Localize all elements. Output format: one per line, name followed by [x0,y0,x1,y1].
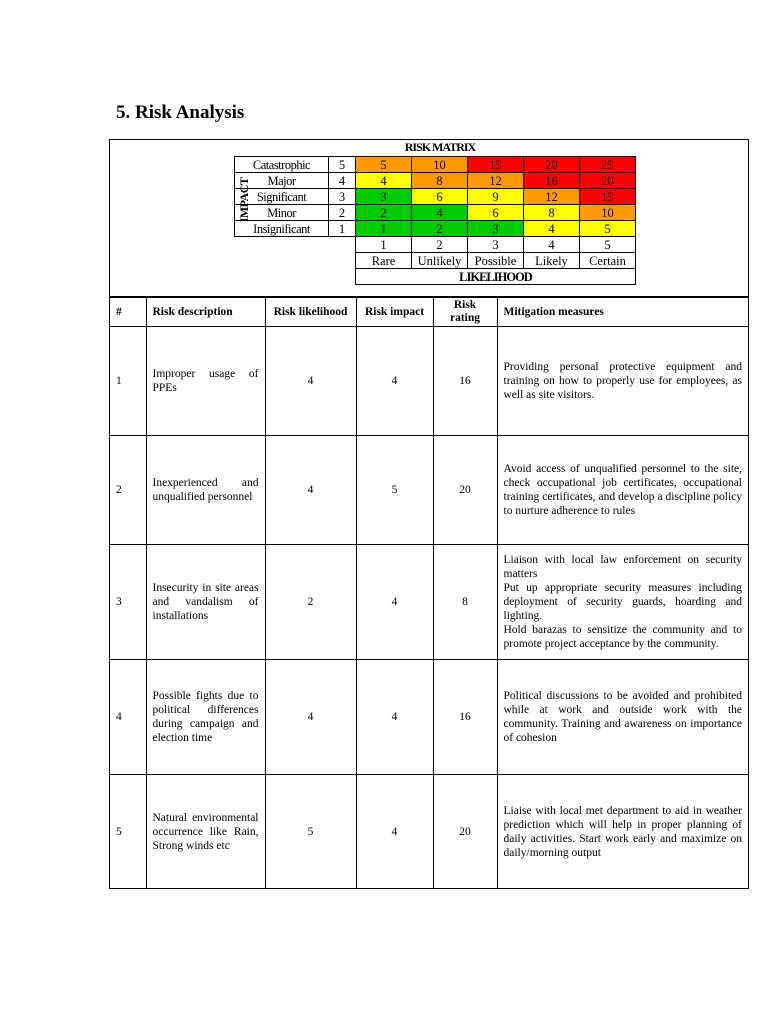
mitigation-text: Liaise with local met department to aid in weather prediction which will help in proper planning of daily activities. Start work early and maximize on daily/morning output [503,804,742,859]
risk-rating: 8 [433,545,497,660]
likelihood-label-row [235,269,636,285]
matrix-cell: 5 [580,221,636,237]
matrix-cell: 15 [580,189,636,205]
likelihood-name: Likely [524,253,580,269]
mitigation-text: Put up appropriate security measures including deployment of security guards, hoarding and lighting. [503,582,742,622]
risk-number: 1 [110,327,146,436]
impact-level-number: 3 [329,189,356,205]
risk-number: 3 [110,545,146,660]
risk-likelihood: 5 [265,775,356,889]
mitigation-measures [497,660,748,775]
risk-matrix-title: RISK MATRIX [404,140,476,154]
risk-number: 2 [110,436,146,545]
risk-likelihood: 4 [265,660,356,775]
matrix-cell: 4 [356,173,412,189]
matrix-cell: 6 [468,205,524,221]
risk-description: Insecurity in site areas and vandalism of installations [146,545,265,660]
risk-description: Possible fights due to political differences during campaign and election time [146,660,265,775]
impact-level-label: Catastrophic [235,157,329,173]
risk-number: 5 [110,775,146,889]
risk-rating: 16 [433,660,497,775]
matrix-cell: 20 [580,173,636,189]
matrix-row [235,221,636,237]
risk-impact: 4 [356,545,433,660]
likelihood-number: 5 [580,237,636,253]
mitigation-text: Hold barazas to sensitize the community and to promote project acceptance by the community. [503,624,742,650]
matrix-row [235,205,636,221]
likelihood-name-row [235,253,636,269]
risk-register-table [110,297,748,889]
table-row [110,660,748,775]
table-row [110,775,748,889]
mitigation-text: Liaison with local law enforcement on security matters [503,554,742,580]
risk-matrix-section [110,140,748,297]
matrix-cell: 6 [412,189,468,205]
impact-level-label: Insignificant [235,221,329,237]
table-row [110,545,748,660]
matrix-cell: 8 [412,173,468,189]
likelihood-number: 2 [412,237,468,253]
risk-description: Improper usage of PPEs [146,327,265,436]
impact-level-label: Major [235,173,329,189]
impact-level-number: 4 [329,173,356,189]
matrix-cell: 16 [524,173,580,189]
risk-impact: 4 [356,775,433,889]
likelihood-name: Certain [580,253,636,269]
likelihood-number: 3 [468,237,524,253]
blank-cell [235,253,356,269]
table-header-row [110,298,748,327]
likelihood-number-row [235,237,636,253]
matrix-cell: 5 [356,157,412,173]
section-heading: 5. Risk Analysis [116,102,245,123]
mitigation-measures [497,775,748,889]
column-header-impact: Risk impact [356,298,433,327]
matrix-cell: 10 [580,205,636,221]
risk-rating: 16 [433,327,497,436]
impact-level-label: Significant [235,189,329,205]
risk-impact: 4 [356,660,433,775]
likelihood-name: Rare [356,253,412,269]
matrix-cell: 3 [468,221,524,237]
matrix-cell: 1 [356,221,412,237]
risk-impact: 4 [356,327,433,436]
likelihood-name: Possible [468,253,524,269]
mitigation-measures [497,436,748,545]
blank-cell [235,237,356,253]
matrix-cell: 12 [524,189,580,205]
column-header-number: # [110,298,146,327]
likelihood-name: Unlikely [412,253,468,269]
matrix-cell: 12 [468,173,524,189]
risk-likelihood: 4 [265,436,356,545]
risk-description: Inexperienced and unqualified personnel [146,436,265,545]
risk-matrix-grid [234,156,636,285]
impact-level-number: 2 [329,205,356,221]
column-header-description: Risk description [146,298,265,327]
column-header-likelihood: Risk likelihood [265,298,356,327]
risk-analysis-table [109,139,749,889]
column-header-mitigation: Mitigation measures [497,298,748,327]
table-row [110,436,748,545]
mitigation-text: Political discussions to be avoided and prohibited while at work and outside work with the community. Training and awareness on importance of cohesion [503,690,742,744]
risk-rating: 20 [433,775,497,889]
matrix-cell: 2 [412,221,468,237]
matrix-cell: 8 [524,205,580,221]
impact-level-label: Minor [235,205,329,221]
risk-number: 4 [110,660,146,775]
matrix-cell: 20 [524,157,580,173]
risk-impact: 5 [356,436,433,545]
matrix-cell: 9 [468,189,524,205]
likelihood-number: 4 [524,237,580,253]
mitigation-measures [497,327,748,436]
matrix-row [235,173,636,189]
impact-level-number: 5 [329,157,356,173]
likelihood-axis-label: LIKELIHOOD [356,269,636,285]
mitigation-text: Providing personal protective equipment and training on how to properly use for employees, as well as site visitors. [503,361,742,401]
blank-cell [235,269,356,285]
impact-level-number: 1 [329,221,356,237]
likelihood-number: 1 [356,237,412,253]
risk-likelihood: 4 [265,327,356,436]
impact-axis-label: IMPACT [237,177,251,223]
matrix-cell: 3 [356,189,412,205]
column-header-rating: Risk rating [433,298,497,327]
matrix-cell: 2 [356,205,412,221]
mitigation-text: Avoid access of unqualified personnel to the site, check occupational job certificates, occupational training certificates, and develop a discipline policy to nurture adherence to rules [503,463,742,517]
table-row [110,327,748,436]
matrix-cell: 25 [580,157,636,173]
matrix-cell: 10 [412,157,468,173]
risk-description: Natural environmental occurrence like Rain, Strong winds etc [146,775,265,889]
matrix-cell: 15 [468,157,524,173]
matrix-row [235,157,636,173]
mitigation-measures [497,545,748,660]
matrix-cell: 4 [524,221,580,237]
risk-likelihood: 2 [265,545,356,660]
matrix-row [235,189,636,205]
matrix-cell: 4 [412,205,468,221]
risk-rating: 20 [433,436,497,545]
